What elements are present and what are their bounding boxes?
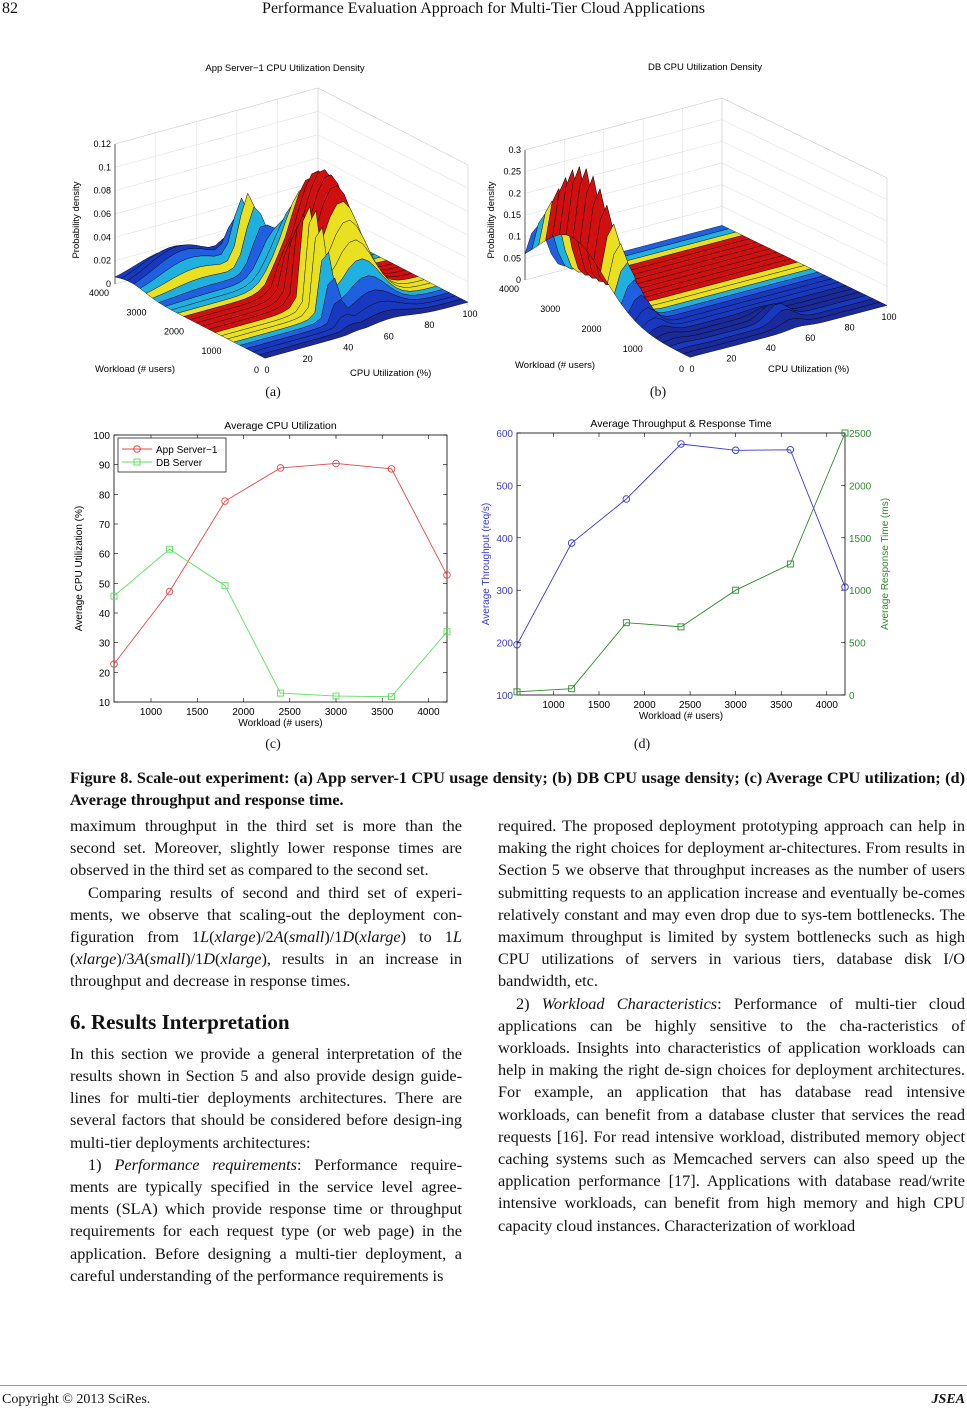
y-tick-label: 10 bbox=[98, 698, 110, 709]
paragraph: required. The proposed deployment prototyping approach can help in making the right choices for deployment ar-chitectures. From results in Section 5 we observe that throughput increases as the number of users submitting requests to an application increase and eventually be-comes relatively constant and may even drop due to sys-tem bottlenecks. The maximum throughput is limited by system bottlenecks such as high CPU utilizations of servers in various tiers, database disk I/O bandwidth, etc. bbox=[498, 816, 965, 991]
italic-term: xlarge bbox=[359, 927, 401, 947]
y-tick-label: 100 bbox=[496, 691, 513, 702]
z-tick-label: 0.12 bbox=[93, 139, 111, 149]
italic-term: xlarge bbox=[220, 949, 262, 969]
z-tick-label: 0.1 bbox=[508, 231, 521, 242]
x-axis-label: Workload (# users) bbox=[638, 711, 724, 722]
italic-term: D bbox=[203, 949, 216, 969]
x-tick-label: 80 bbox=[424, 320, 435, 331]
footer-copyright: Copyright © 2013 SciRes. bbox=[2, 1392, 151, 1407]
x-tick-label: 20 bbox=[302, 353, 313, 364]
y-tick-label: 90 bbox=[98, 460, 110, 472]
y-tick-label: 600 bbox=[496, 429, 513, 440]
z-tick-label: 0 bbox=[105, 279, 111, 289]
italic-term: L bbox=[452, 927, 462, 947]
x-tick-label: 40 bbox=[765, 343, 776, 354]
y-axis-label: Workload (# users) bbox=[95, 364, 176, 375]
y-tick-label: 20 bbox=[98, 668, 110, 680]
x-tick-label: 1000 bbox=[139, 707, 163, 718]
italic-term: small bbox=[289, 927, 325, 947]
x-tick-label: 0 bbox=[689, 364, 695, 374]
y-tick-label: 500 bbox=[496, 481, 513, 493]
italic-term: xlarge bbox=[75, 949, 117, 969]
sublabel-d: (d) bbox=[633, 737, 651, 752]
chart-db-density bbox=[485, 55, 905, 385]
paragraph: Comparing results of second and third set of experi-ments, we observe that scaling-out the deployment con-figuration from 1L(xlarge)/2A(small)/1D(xlarge) to 1L (xlarge)/3A(small)/1D(xlarge), results in an increase in throughput and decrease in response times. bbox=[70, 882, 462, 991]
y-tick-label: 400 bbox=[496, 533, 513, 545]
z-tick-label: 0.05 bbox=[503, 253, 521, 264]
italic-term: A bbox=[134, 949, 145, 969]
z-tick-label: 0.2 bbox=[508, 188, 521, 199]
left-paragraphs bbox=[70, 815, 462, 993]
footer-journal: JSEA bbox=[931, 1392, 965, 1407]
x-tick-label: 2000 bbox=[633, 700, 656, 711]
x-tick-label: 3000 bbox=[724, 700, 747, 711]
section-heading: 6. Results Interpretation bbox=[70, 1009, 290, 1034]
y-tick-label: 3000 bbox=[126, 307, 147, 318]
x-tick-label: 0 bbox=[264, 365, 270, 375]
italic-term: A bbox=[273, 927, 284, 947]
z-tick-label: 0.04 bbox=[93, 232, 111, 243]
z-tick-label: 0.02 bbox=[93, 255, 111, 266]
x-tick-label: 2500 bbox=[278, 707, 301, 718]
plot-area bbox=[114, 435, 447, 702]
left-column bbox=[70, 815, 462, 1287]
x-tick-label: 4000 bbox=[815, 700, 838, 711]
y-tick-label: 30 bbox=[98, 638, 110, 650]
y-right-tick-label: 1000 bbox=[849, 586, 872, 598]
z-tick-label: 0.25 bbox=[503, 166, 521, 177]
legend-label: App Server−1 bbox=[156, 445, 218, 456]
z-tick-label: 0.1 bbox=[98, 162, 111, 173]
y-right-tick-label: 500 bbox=[849, 638, 866, 650]
figure-caption: Figure 8. Scale-out experiment: (a) App server-1 CPU usage density; (b) DB CPU usage density; (c) Average CPU utilization; (d) Average throughput and response time. bbox=[70, 768, 965, 809]
italic-term: L bbox=[200, 927, 210, 947]
page-number: 82 bbox=[2, 0, 18, 17]
y-tick-label: 300 bbox=[496, 586, 513, 598]
right-column bbox=[498, 815, 965, 1237]
x-axis-label: CPU Utilization (%) bbox=[768, 364, 850, 375]
paragraph: 1) Performance requirements: Performance require-ments are typically specified in the service level agree-ments (SLA) which provide response time or throughput requirements for each request type (or web page) in the application. Before designing a multi-tier deployment, a careful understanding of the performance requirements is bbox=[70, 1154, 462, 1285]
y-tick-label: 60 bbox=[98, 549, 110, 561]
sublabel-b: (b) bbox=[649, 385, 667, 400]
y-tick-label: 2000 bbox=[581, 324, 602, 334]
z-axis-label: Probability density bbox=[486, 181, 497, 259]
y-tick-label: 1000 bbox=[201, 345, 222, 356]
y-tick-label: 40 bbox=[98, 609, 110, 620]
x-axis-label: CPU Utilization (%) bbox=[350, 368, 432, 379]
x-axis-label: Workload (# users) bbox=[238, 718, 323, 729]
y-tick-label: 3000 bbox=[540, 304, 561, 314]
x-tick-label: 3500 bbox=[371, 707, 394, 718]
y-right-tick-label: 0 bbox=[849, 691, 855, 702]
left-paragraphs-2 bbox=[70, 1043, 462, 1287]
z-tick-label: 0.06 bbox=[93, 209, 111, 219]
italic-term: xlarge bbox=[214, 927, 256, 947]
x-tick-label: 40 bbox=[343, 342, 354, 353]
legend-label: DB Server bbox=[156, 458, 203, 469]
z-tick-label: 0.3 bbox=[508, 145, 521, 155]
paragraph: 2) Workload Characteristics: Performance of multi-tier cloud applications can be highly sensitive to the cha-racteristics of workloads. Insights into characteristics of application workloads can help in making the right de-sign choices for deployment architectures. For example, an application that has database read intensive workloads, can benefit from a database cluster that services the read requests [16]. For read intensive workload, distributed memory object caching systems such as Memcached servers can also speed up the application performance [17]. Applications with database read/write intensive workloads, can benefit from high memory and high CPU capacity cloud instances. Characterization of workload bbox=[498, 993, 966, 1235]
chart-title: Average CPU Utilization bbox=[224, 420, 337, 432]
running-title: Performance Evaluation Approach for Multi-Tier Cloud Applications bbox=[262, 0, 705, 17]
y-right-tick-label: 2000 bbox=[849, 481, 872, 493]
y-right-tick-label: 1500 bbox=[849, 533, 872, 545]
right-paragraphs bbox=[498, 815, 965, 1237]
y-tick-label: 80 bbox=[98, 490, 110, 502]
chart-avg-cpu-utilization bbox=[70, 410, 465, 732]
x-tick-label: 60 bbox=[805, 332, 816, 343]
x-tick-label: 1500 bbox=[186, 707, 209, 718]
y-right-axis-label: Average Response Time (ms) bbox=[880, 497, 891, 631]
y-axis-label: Workload (# users) bbox=[515, 360, 596, 371]
y-axis-label: Average Throughput (req/s) bbox=[481, 502, 492, 626]
y-tick-label: 0 bbox=[678, 364, 684, 374]
z-tick-label: 0.15 bbox=[503, 210, 521, 220]
x-tick-label: 1500 bbox=[587, 700, 611, 711]
x-tick-label: 3000 bbox=[324, 707, 348, 718]
paragraph: maximum throughput in the third set is more than the second set. Moreover, slightly lower response times are observed in the third set as compared to the second set. bbox=[70, 816, 462, 880]
italic-term: Workload Characteristics bbox=[541, 993, 718, 1013]
x-tick-label: 4000 bbox=[417, 707, 440, 718]
y-tick-label: 70 bbox=[98, 520, 110, 531]
sublabel-a: (a) bbox=[265, 385, 281, 400]
sublabel-c: (c) bbox=[265, 737, 281, 752]
italic-term: D bbox=[342, 927, 355, 947]
plot-area bbox=[517, 433, 845, 695]
y-tick-label: 200 bbox=[496, 638, 513, 650]
x-tick-label: 100 bbox=[881, 312, 897, 322]
y-tick-label: 0 bbox=[253, 365, 259, 375]
x-tick-label: 1000 bbox=[542, 700, 565, 711]
y-tick-label: 100 bbox=[93, 431, 110, 442]
x-tick-label: 80 bbox=[844, 322, 855, 333]
x-tick-label: 20 bbox=[726, 353, 737, 364]
italic-term: Performance requirements bbox=[114, 1154, 298, 1174]
chart-throughput-response bbox=[480, 410, 900, 732]
z-tick-label: 0 bbox=[515, 275, 521, 285]
chart-title: DB CPU Utilization Density bbox=[647, 62, 763, 73]
x-tick-label: 100 bbox=[462, 309, 478, 319]
y-tick-label: 50 bbox=[98, 579, 110, 591]
chart-title: Average Throughput & Response Time bbox=[590, 418, 772, 430]
x-tick-label: 60 bbox=[383, 331, 394, 342]
z-axis-label: Probability density bbox=[71, 181, 82, 259]
x-tick-label: 3500 bbox=[770, 700, 793, 711]
y-tick-label: 4000 bbox=[498, 284, 519, 294]
paragraph: In this section we provide a general interpretation of the results shown in Section 5 and also provide design guide-lines for multi-tier deployments architectures. There are several factors that should be considered before design-ing multi-tier deployments architectures: bbox=[70, 1043, 462, 1152]
z-tick-label: 0.08 bbox=[93, 185, 111, 196]
y-right-tick-label: 2500 bbox=[849, 429, 872, 440]
chart-app-server-density bbox=[70, 55, 480, 385]
x-tick-label: 2500 bbox=[678, 700, 702, 711]
y-axis-label: Average CPU Utilization (%) bbox=[74, 505, 85, 632]
y-tick-label: 2000 bbox=[163, 326, 184, 337]
y-tick-label: 4000 bbox=[88, 288, 109, 298]
footer-divider bbox=[0, 1385, 967, 1386]
italic-term: small bbox=[149, 949, 186, 969]
x-tick-label: 2000 bbox=[232, 707, 255, 718]
chart-title: App Server−1 CPU Utilization Density bbox=[205, 63, 365, 74]
y-tick-label: 1000 bbox=[622, 344, 643, 354]
